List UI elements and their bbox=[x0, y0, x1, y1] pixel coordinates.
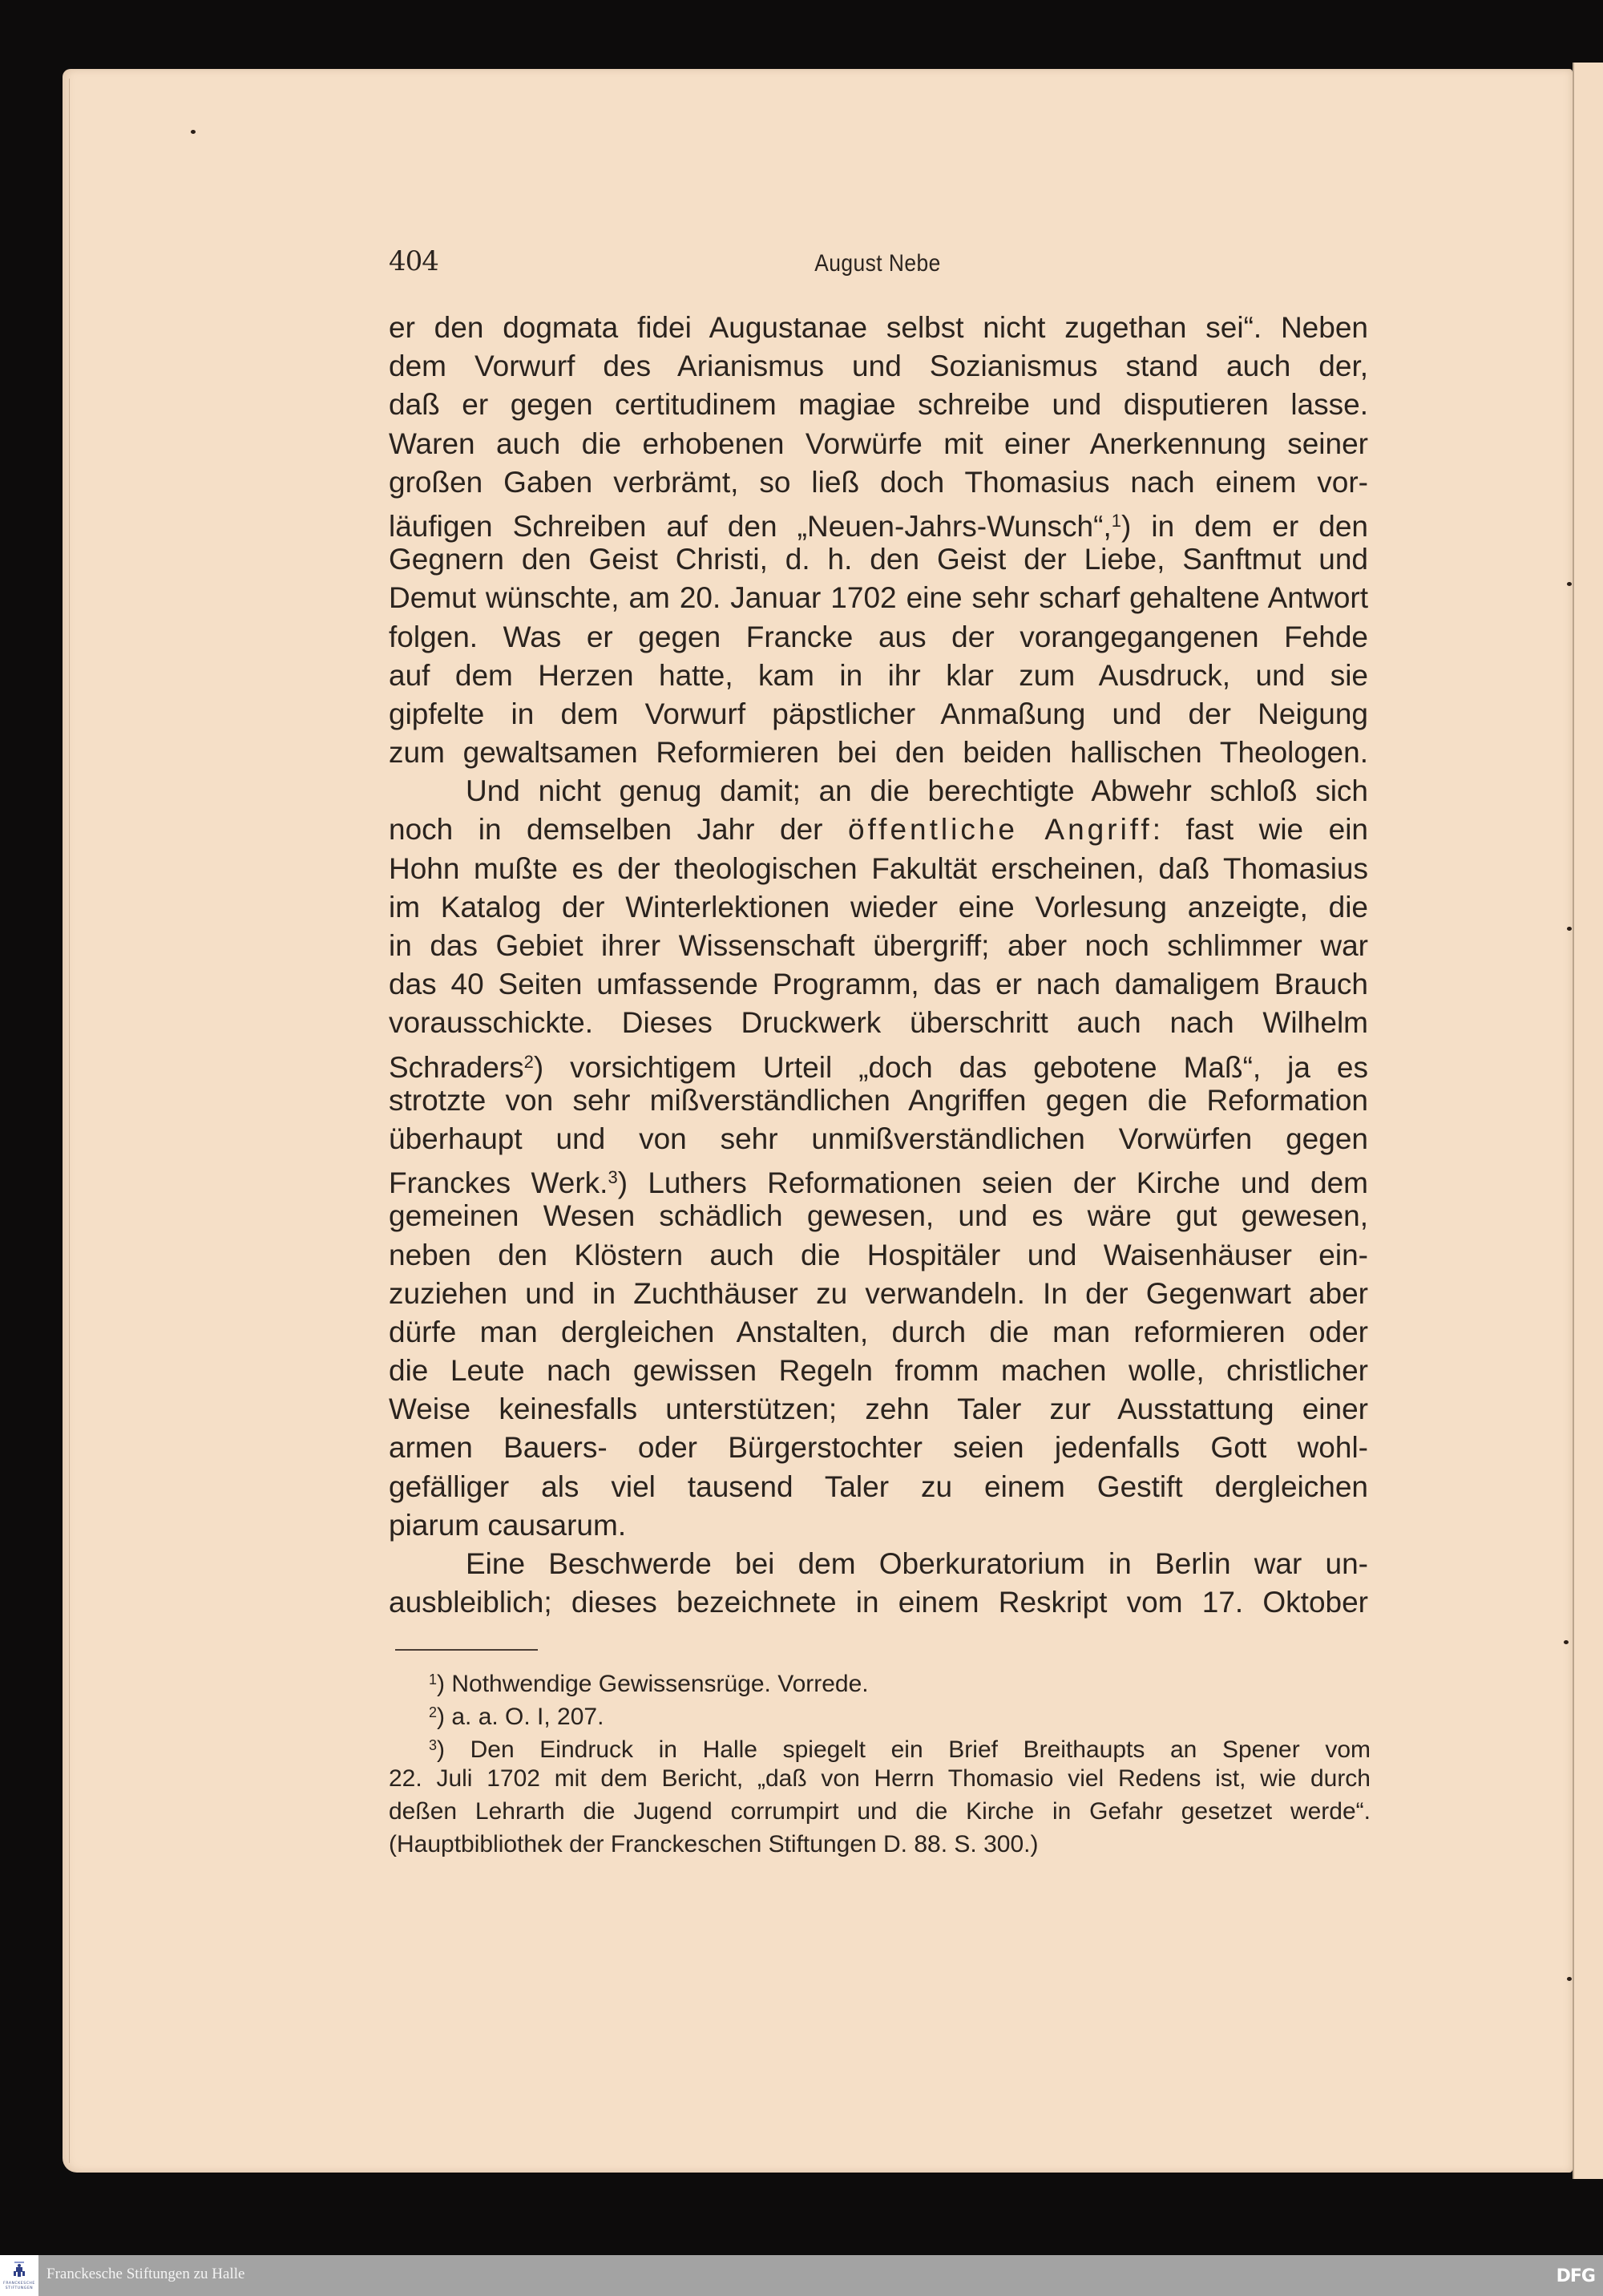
running-head: August Nebe bbox=[814, 250, 941, 277]
text-line: die Leute nach gewissen Regeln fromm machen wolle, christlicher bbox=[389, 1354, 1368, 1388]
text-line: Und nicht genug damit; an die berechtigte Abwehr schloß sich bbox=[466, 774, 1368, 808]
footnote-line: $^3$) Den Eindruck in Halle spiegelt ein Brief Breithaupts an Spener vom bbox=[429, 1736, 1371, 1763]
footnote-line: 22. Juli 1702 mit dem Bericht, „daß von Herrn Thomasio viel Redens ist, wie durch bbox=[389, 1765, 1371, 1792]
page-header bbox=[389, 245, 1367, 281]
adjacent-page-edge bbox=[1573, 63, 1603, 2179]
footnote-marker: 3 bbox=[429, 1737, 438, 1753]
text-line: überhaupt und von sehr unmißverständlichen Vorwürfen gegen bbox=[389, 1122, 1368, 1155]
orphanage-figure-icon bbox=[14, 2262, 25, 2278]
text-line: großen Gaben verbrämt, so ließ doch Thomasius nach einem vor- bbox=[389, 465, 1368, 499]
text-line: piarum causarum. bbox=[389, 1508, 627, 1542]
emphasized-text: öffentliche Angriff bbox=[847, 813, 1153, 847]
footnote-reference[interactable]: 3 bbox=[608, 1167, 618, 1188]
footnote-line: $^2$) a. a. O. I, 207. bbox=[429, 1704, 604, 1730]
text-line: ausbleiblich; dieses bezeichnete in einem Reskript vom 17. Oktober bbox=[389, 1586, 1368, 1619]
paper-speck bbox=[1567, 1977, 1572, 1981]
text-line: im Katalog der Winterlektionen wieder eine Vorlesung anzeigte, die bbox=[389, 890, 1368, 924]
text-line: Demut wünschte, am 20. Januar 1702 eine sehr scharf gehaltene Antwort bbox=[389, 581, 1368, 615]
text-line: gefälliger als viel tausend Taler zu einem Gestift dergleichen bbox=[389, 1469, 1368, 1503]
text-line: armen Bauers- oder Bürgerstochter seien jedenfalls Gott wohl- bbox=[389, 1431, 1368, 1465]
text-line: Franckes Werk.$^3$) Luthers Reformationen seien der Kirche und dem bbox=[389, 1166, 1368, 1200]
text-line: auf dem Herzen hatte, kam in ihr klar zum Ausdruck, und sie bbox=[389, 658, 1368, 692]
text-line: dem Vorwurf des Arianismus und Sozianismus stand auch der, bbox=[389, 350, 1368, 383]
footnote-reference[interactable]: 1 bbox=[1111, 510, 1121, 531]
text-line: Eine Beschwerde bei dem Oberkuratorium in Berlin war un- bbox=[466, 1547, 1368, 1580]
footnotes bbox=[389, 1663, 1371, 1861]
footnote-marker: 2 bbox=[429, 1704, 438, 1720]
footnote-marker: 1 bbox=[429, 1671, 438, 1688]
text-line: zum gewaltsamen Reformieren bei den beiden hallischen Theologen. bbox=[389, 736, 1368, 770]
text-line: Gegnern den Geist Christi, d. h. den Geist der Liebe, Sanftmut und bbox=[389, 543, 1368, 576]
paper-speck bbox=[1564, 1640, 1569, 1644]
text-line: er den dogmata fidei Augustanae selbst nicht zugethan sei“. Neben bbox=[389, 311, 1368, 344]
text-line: das 40 Seiten umfassende Programm, das er nach damaligem Brauch bbox=[389, 968, 1368, 1001]
footnote-separator bbox=[395, 1649, 538, 1651]
text-line: Weise keinesfalls unterstützen; zehn Taler zur Ausstattung einer bbox=[389, 1393, 1368, 1426]
text-line: daß er gegen certitudinem magiae schreibe und disputieren lasse. bbox=[389, 388, 1368, 422]
text-line: Waren auch die erhobenen Vorwürfe mit einer Anerkennung seiner bbox=[389, 426, 1368, 460]
dfg-logo: DFG bbox=[1556, 2266, 1595, 2286]
footnote-line: $^1$) Nothwendige Gewissensrüge. Vorrede. bbox=[429, 1671, 869, 1697]
text-line: noch in demselben Jahr der öffentliche Angriff: fast wie ein bbox=[389, 813, 1368, 847]
text-line: dürfe man dergleichen Anstalten, durch die man reformieren oder bbox=[389, 1315, 1368, 1348]
footnote-line: deßen Lehrarth die Jugend corrumpirt und die Kirche in Gefahr gesetzet werde“. bbox=[389, 1798, 1371, 1825]
text-line: Hohn mußte es der theologischen Fakultät erscheinen, daß Thomasius bbox=[389, 851, 1368, 885]
main-text bbox=[389, 309, 1368, 1622]
text-line: Schraders$^2$) vorsichtigem Urteil „doch das gebotene Maß“, ja es bbox=[389, 1050, 1368, 1084]
text-line: vorausschickte. Dieses Druckwerk überschritt auch nach Wilhelm bbox=[389, 1006, 1368, 1040]
text-line: läufigen Schreiben auf den „Neuen-Jahrs-Wunsch“,$^1$) in dem er den bbox=[389, 509, 1368, 543]
footnote-line: (Hauptbibliothek der Franckeschen Stiftungen D. 88. S. 300.) bbox=[389, 1831, 1039, 1857]
footer-bar bbox=[0, 2255, 1603, 2296]
text-line: in das Gebiet ihrer Wissenschaft übergriff; aber noch schlimmer war bbox=[389, 929, 1368, 962]
institution-name: Franckesche Stiftungen zu Halle bbox=[46, 2266, 245, 2282]
paper-speck bbox=[1567, 582, 1572, 586]
text-line: folgen. Was er gegen Francke aus der vorangegangenen Fehde bbox=[389, 620, 1368, 653]
text-line: neben den Klöstern auch die Hospitäler und Waisenhäuser ein- bbox=[389, 1238, 1368, 1271]
page-number: 404 bbox=[389, 245, 438, 277]
paper-speck bbox=[191, 130, 196, 134]
text-line: gemeinen Wesen schädlich gewesen, und es wäre gut gewesen, bbox=[389, 1199, 1368, 1233]
text-line: zuziehen und in Zuchthäuser zu verwandeln. In der Gegenwart aber bbox=[389, 1276, 1368, 1310]
institution-logo[interactable] bbox=[0, 2255, 38, 2296]
paper-speck bbox=[1567, 927, 1572, 931]
footnote-reference[interactable]: 2 bbox=[523, 1051, 534, 1072]
text-line: strotzte von sehr mißverständlichen Angriffen gegen die Reformation bbox=[389, 1083, 1368, 1117]
logo-caption: FRANCKESCHE STIFTUNGEN bbox=[3, 2282, 35, 2290]
text-line: gipfelte in dem Vorwurf päpstlicher Anmaßung und der Neigung bbox=[389, 697, 1368, 730]
